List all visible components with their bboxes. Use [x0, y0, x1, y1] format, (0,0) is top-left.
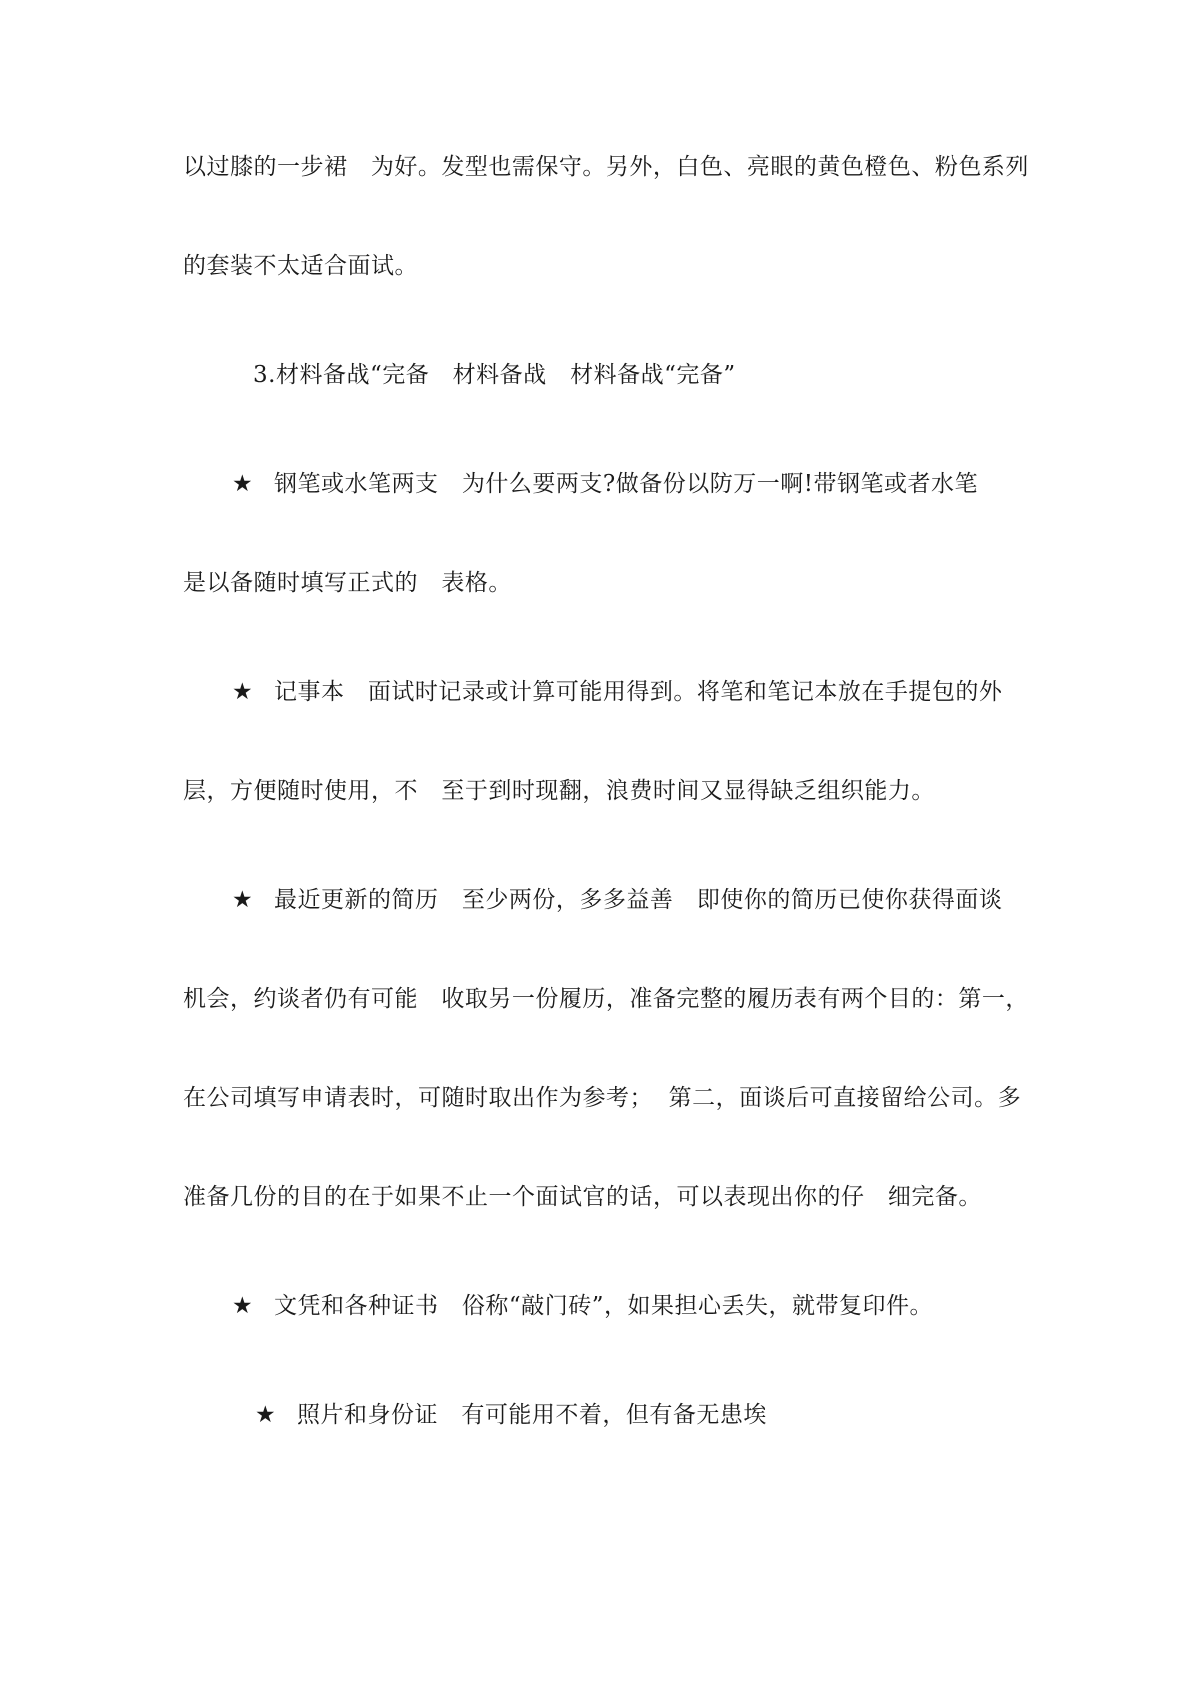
paragraph-line: 层，方便随时使用，不 至于到时现翻，浪费时间又显得缺乏组织能力。: [183, 778, 935, 804]
bullet-item: [232, 1290, 933, 1322]
paragraph-line: 以过膝的一步裙 为好。发型也需保守。另外，白色、亮眼的黄色橙色、粉色系列: [183, 154, 1029, 180]
bullet-item: [255, 1399, 767, 1431]
star-icon: ★: [255, 1402, 277, 1428]
star-icon: ★: [232, 887, 254, 913]
paragraph-line: 是以备随时填写正式的 表格。: [183, 570, 512, 596]
paragraph-line: 的套装不太适合面试。: [183, 253, 418, 279]
bullet-item: [232, 468, 978, 500]
paragraph-line: 在公司填写申请表时，可随时取出作为参考； 第二，面谈后可直接留给公司。多: [183, 1085, 1022, 1111]
bullet-text: 文凭和各种证书 俗称“敲门砖”，如果担心丢失，就带复印件。: [274, 1293, 933, 1319]
bullet-item: [232, 676, 1002, 708]
star-icon: ★: [232, 1293, 254, 1319]
section-heading: 3.材料备战“完备 材料备战 材料备战“完备”: [253, 362, 736, 388]
bullet-text: 钢笔或水笔两支 为什么要两支?做备份以防万一啊!带钢笔或者水笔: [274, 471, 979, 497]
paragraph-line: 机会，约谈者仍有可能 收取另一份履历，准备完整的履历表有两个目的：第一，: [183, 986, 1029, 1012]
star-icon: ★: [232, 471, 254, 497]
bullet-text: 最近更新的简历 至少两份，多多益善 即使你的简历已使你获得面谈: [274, 887, 1003, 913]
star-icon: ★: [232, 679, 254, 705]
paragraph-line: 准备几份的目的在于如果不止一个面试官的话，可以表现出你的仔 细完备。: [183, 1184, 982, 1210]
bullet-text: 记事本 面试时记录或计算可能用得到。将笔和笔记本放在手提包的外: [274, 679, 1003, 705]
bullet-item: [232, 884, 1002, 916]
bullet-text: 照片和身份证 有可能用不着，但有备无患埃: [297, 1402, 767, 1428]
